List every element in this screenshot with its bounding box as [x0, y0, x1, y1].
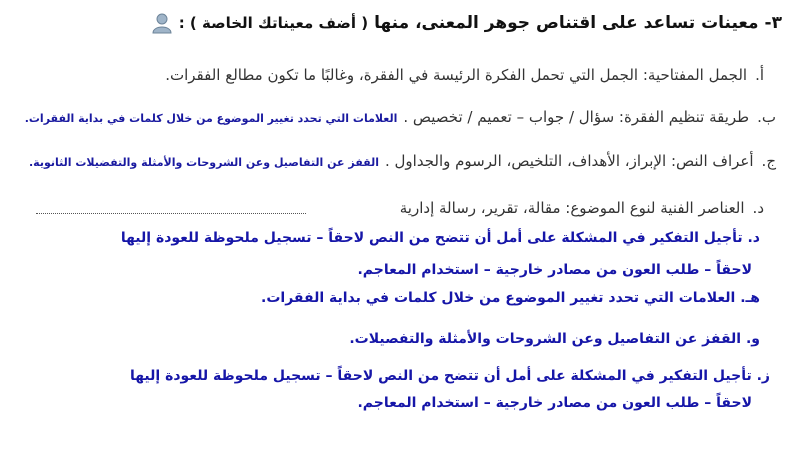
- item-label: أ.: [755, 66, 764, 84]
- item-text: الجمل المفتاحية: الجمل التي تحمل الفكرة الرئيسة في الفقرة، وغالبًا ما تكون مطالع الفقرات.: [165, 66, 748, 84]
- answer-line-2: لاحقاً – طلب العون من مصادر خارجية – استخدام المعاجم.: [357, 262, 752, 278]
- item-a: [165, 66, 764, 84]
- answer-line-6: لاحقاً – طلب العون من مصادر خارجية – استخدام المعاجم.: [357, 395, 752, 411]
- section-title: معينات تساعد على اقتناص جوهر المعنى، منها: [374, 13, 759, 33]
- item-note: القفز عن التفاصيل وعن الشروحات والأمثلة والتفضيلات الثانوية.: [29, 156, 379, 169]
- item-c: [29, 152, 776, 170]
- user-icon: [151, 12, 173, 34]
- item-label: ب.: [757, 108, 776, 126]
- answer-line-1: د. تأجيل التفكير في المشكلة على أمل أن تتضح من النص لاحقاً – تسجيل ملحوظة للعودة إليها: [120, 230, 760, 246]
- answer-line-3: هـ. العلامات التي تحدد تغيير الموضوع من خلال كلمات في بداية الفقرات.: [261, 290, 760, 306]
- item-note: العلامات التي تحدد تغيير الموضوع من خلال كلمات في بداية الفقرات.: [24, 112, 398, 125]
- item-text: أعراف النص: الإبراز، الأهداف، التلخيص، الرسوم والجداول .: [384, 152, 754, 170]
- item-b: [25, 108, 776, 126]
- item-label: د.: [752, 199, 764, 217]
- item-label: ج.: [761, 152, 776, 170]
- section-header: [151, 12, 782, 34]
- section-number: ٣-: [764, 13, 782, 33]
- answer-dotted-line: [36, 213, 306, 214]
- section-instruction: ( أضف معيناتك الخاصة ) :: [178, 14, 369, 32]
- answer-line-4: و. القفز عن التفاصيل وعن الشروحات والأمثلة والتفصيلات.: [349, 331, 760, 347]
- answer-line-5: ز. تأجيل التفكير في المشكلة على أمل أن تتضح من النص لاحقاً – تسجيل ملحوظة للعودة إليها: [129, 368, 770, 384]
- item-d: [400, 199, 764, 217]
- item-text: طريقة تنظيم الفقرة: سؤال / جواب – تعميم / تخصيص .: [403, 108, 750, 126]
- item-text: العناصر الفنية لنوع الموضوع: مقالة، تقرير، رسالة إدارية: [399, 199, 745, 217]
